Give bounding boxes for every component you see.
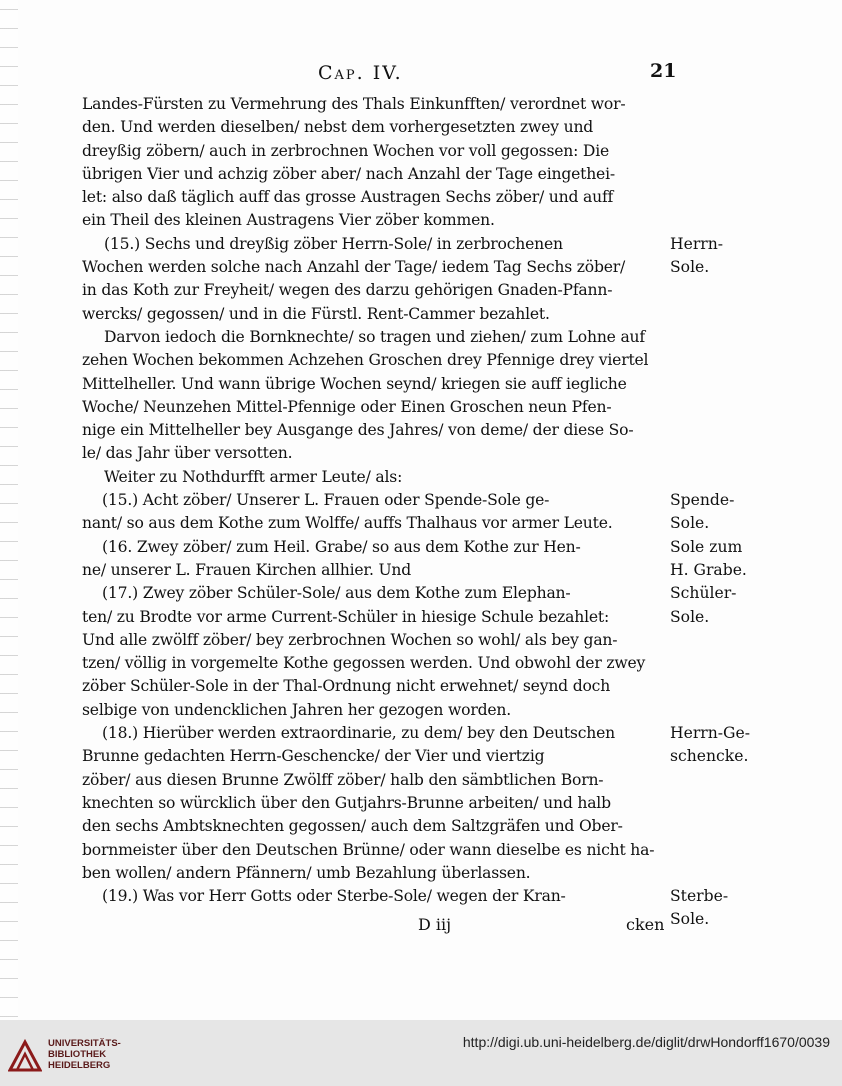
page-number: 21 <box>650 60 677 82</box>
text-line: zehen Wochen bekommen Achzehen Groschen drey Pfennige drey viertel <box>82 351 649 370</box>
text-line: bornmeister über den Deutschen Brünne/ oder wann dieselbe es nicht ha- <box>82 840 655 859</box>
text-line: wercks/ gegossen/ und in die Fürstl. Rent-Cammer bezahlet. <box>82 304 550 323</box>
institution-line: BIBLIOTHEK <box>48 1049 107 1060</box>
signature-mark: D iij <box>418 915 452 934</box>
text-line: (15.) Sechs und dreyßig zöber Herrn-Sole/ in zerbrochenen <box>104 234 563 253</box>
institution-line: HEIDELBERG <box>48 1060 111 1071</box>
binding-edge <box>0 0 18 1020</box>
text-line: ten/ zu Brodte vor arme Current-Schüler in hiesige Schule bezahlet: <box>82 607 610 626</box>
library-logo-icon <box>8 1038 42 1072</box>
text-line: Brunne gedachten Herrn-Geschencke/ der Vier und viertzig <box>82 747 545 766</box>
marginal-note-line: Spende- <box>670 491 735 510</box>
text-line: den sechs Ambtsknechten gegossen/ auch dem Saltzgräfen und Ober- <box>82 817 623 836</box>
marginal-note-line: Sterbe- <box>670 887 729 906</box>
running-head: Cap. IV. <box>318 62 403 84</box>
marginal-note-line: Sole. <box>670 607 710 626</box>
marginal-note <box>670 233 770 280</box>
text-line: nige ein Mittelheller bey Ausgange des Jahres/ von deme/ der diese So- <box>82 421 634 440</box>
text-line: le/ das Jahr über versotten. <box>82 444 293 463</box>
text-line: selbige von undencklichen Jahren her gezogen worden. <box>82 700 512 719</box>
page-header <box>0 62 842 86</box>
text-line: Landes-Fürsten zu Vermehrung des Thals Einkunfften/ verordnet wor- <box>82 95 626 113</box>
marginal-note-line: Sole. <box>670 514 710 533</box>
text-line: Woche/ Neunzehen Mittel-Pfennige oder Einen Groschen neun Pfen- <box>82 397 612 416</box>
text-line: übrigen Vier und achzig zöber aber/ nach Anzahl der Tage eingethei- <box>82 164 615 183</box>
marginal-note-line: Sole. <box>670 910 710 929</box>
marginal-note <box>670 582 770 629</box>
text-line: Darvon iedoch die Bornknechte/ so tragen und ziehen/ zum Lohne auf <box>104 327 645 346</box>
marginal-note <box>670 722 770 769</box>
marginal-note-line: Herrn- <box>670 234 724 253</box>
text-line: (18.) Hierüber werden extraordinarie, zu dem/ bey den Deutschen <box>102 724 615 743</box>
institution-line: UNIVERSITÄTS- <box>48 1038 121 1049</box>
text-line: dreyßig zöbern/ auch in zerbrochnen Wochen vor voll gegossen: Die <box>82 141 610 160</box>
text-line: ben wollen/ andern Pfännern/ umb Bezahlung überlassen. <box>82 863 531 882</box>
marginal-note <box>670 536 770 583</box>
main-text-block <box>82 93 664 908</box>
page-footer <box>0 915 842 937</box>
text-line: nant/ so aus dem Kothe zum Wolffe/ auffs Thalhaus vor armer Leute. <box>82 514 613 533</box>
text-line: tzen/ völlig in vorgemelte Kothe gegossen werden. Und obwohl der zwey <box>82 654 646 673</box>
marginal-note-line: Schüler- <box>670 584 737 603</box>
catchword: cken <box>626 915 665 934</box>
marginal-note-line: Sole zum <box>670 537 743 556</box>
text-line: ne/ unserer L. Frauen Kirchen allhier. Und <box>82 560 412 579</box>
text-line: knechten so würcklich über den Gutjahrs-Brunne arbeiten/ und halb <box>82 793 611 812</box>
marginal-note-line: Sole. <box>670 258 710 277</box>
marginal-note <box>670 489 770 536</box>
marginal-note-line: Herrn-Ge- <box>670 724 751 743</box>
text-line: zöber Schüler-Sole in der Thal-Ordnung nicht erwehnet/ seynd doch <box>82 677 611 696</box>
text-line: ein Theil des kleinen Austragens Vier zöber kommen. <box>82 211 495 230</box>
library-banner <box>0 1020 842 1086</box>
marginal-note-line: H. Grabe. <box>670 560 747 579</box>
text-line: Und alle zwölff zöber/ bey zerbrochnen Wochen so wohl/ als bey gan- <box>82 630 618 649</box>
text-line: (15.) Acht zöber/ Unserer L. Frauen oder Spende-Sole ge- <box>102 491 550 510</box>
text-line: let: also daß täglich auff das grosse Austragen Sechs zöber/ und auff <box>82 188 614 207</box>
text-line: Weiter zu Nothdurfft armer Leute/ als: <box>104 467 403 486</box>
text-line: (17.) Zwey zöber Schüler-Sole/ aus dem Kothe zum Elephan- <box>102 584 571 603</box>
permalink-url[interactable]: http://digi.ub.uni-heidelberg.de/diglit/drwHondorff1670/0039 <box>462 1034 830 1050</box>
text-line: in das Koth zur Freyheit/ wegen des darzu gehörigen Gnaden-Pfann- <box>82 281 613 300</box>
text-line: Wochen werden solche nach Anzahl der Tage/ iedem Tag Sechs zöber/ <box>82 258 626 277</box>
text-line: Mittelheller. Und wann übrige Wochen seynd/ kriegen sie auff iegliche <box>82 374 627 393</box>
text-line: zöber/ aus diesen Brunne Zwölff zöber/ halb den sämbtlichen Born- <box>82 770 604 789</box>
text-line: den. Und werden dieselben/ nebst dem vorhergesetzten zwey und <box>82 118 594 137</box>
marginal-note-line: schencke. <box>670 747 749 766</box>
text-line: (19.) Was vor Herr Gotts oder Sterbe-Sole/ wegen der Kran- <box>102 887 566 906</box>
institution-name <box>48 1038 121 1071</box>
text-line: (16. Zwey zöber/ zum Heil. Grabe/ so aus dem Kothe zur Hen- <box>102 537 581 556</box>
